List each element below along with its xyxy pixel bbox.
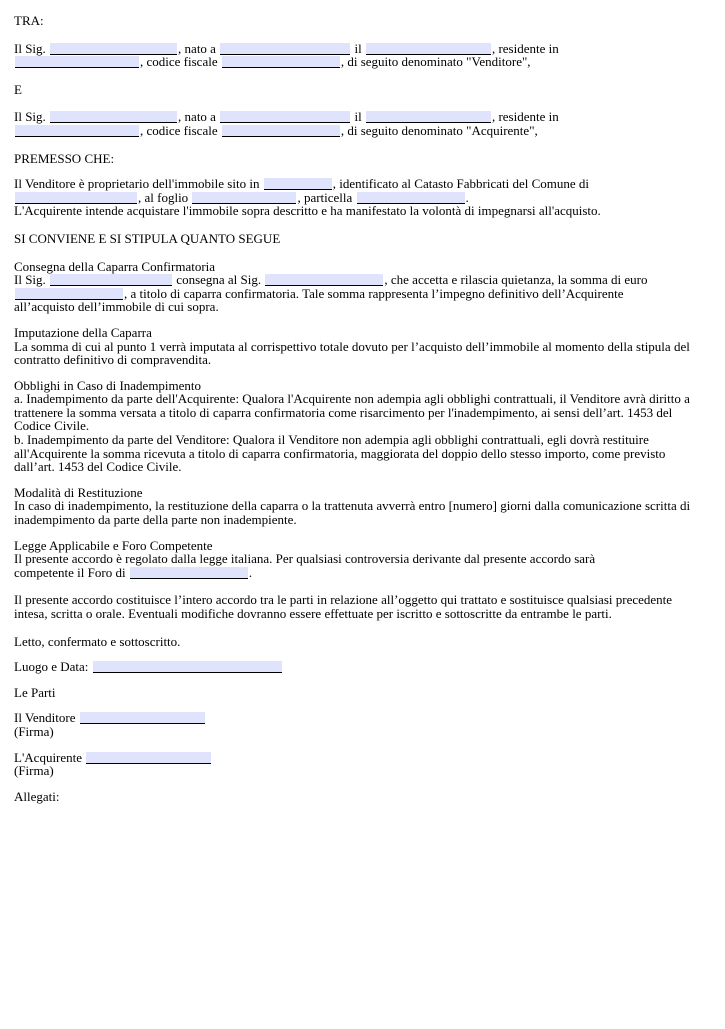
buyer-name-field[interactable] <box>50 111 177 123</box>
buyer-prefix-label: Il Sig. <box>14 109 46 125</box>
spacer <box>14 138 691 152</box>
clause-body-restituzione: In caso di inadempimento, la restituzione della caparra o la trattenuta avverrà entro [numero] giorni dalla comunicazione scritta di inadempimento da parte della parte non inadempiente. <box>14 498 691 528</box>
section-heading-premesso: PREMESSO CHE: <box>14 150 115 166</box>
legge-foro-label: competente il Foro di <box>14 564 126 580</box>
place-date-label: Luogo e Data: <box>14 659 89 675</box>
buyer-born-in-label: , nato a <box>178 109 216 125</box>
section-heading-e: E <box>14 81 22 97</box>
spacer <box>14 218 691 232</box>
buyer-denomination-label: , di seguito denominato "Acquirente", <box>340 122 538 138</box>
buyer-signature-row <box>14 751 691 765</box>
premesso-paragraph <box>14 177 691 204</box>
spacer <box>14 699 691 711</box>
consegna-title-text: , a titolo di caparra confirmatoria. Tale somma rappresenta l’impegno definitivo dell’Acquirente <box>124 285 624 301</box>
seller-prefix-label: Il Sig. <box>14 40 46 56</box>
seller-residing-label: , residente in <box>491 40 559 56</box>
seller-on-label: il <box>354 40 362 56</box>
buyer-fiscal-code-field[interactable] <box>222 125 340 137</box>
clause-title-obblighi: Obblighi in Caso di Inadempimento <box>14 377 202 393</box>
section-heading-tra: TRA: <box>14 13 44 28</box>
attachments-label: Allegati: <box>14 788 60 804</box>
spacer <box>14 648 691 660</box>
spacer <box>14 367 691 379</box>
consegna-buyer-name-field[interactable] <box>265 274 383 286</box>
seller-born-in-label: , nato a <box>178 40 216 56</box>
buyer-on-label: il <box>354 109 362 125</box>
premesso-line1a-text: Il Venditore è proprietario dell'immobile sito in <box>14 176 260 192</box>
buyer-residence-field[interactable] <box>15 125 139 137</box>
seller-signature-caption: (Firma) <box>14 723 54 739</box>
buyer-party-block <box>14 110 691 137</box>
seller-signature-label: Il Venditore <box>14 710 76 726</box>
seller-signature-field[interactable] <box>80 712 205 724</box>
buyer-signature-label: L'Acquirente <box>14 749 83 765</box>
clause-body-obblighi-b: b. Inadempimento da parte del Venditore: Qualora il Venditore non adempia agli obblighi contrattuali, egli dovrà restituire all'Acquirente la somma ricevuta a titolo di caparra confirmatoria, maggiorata del doppio dello stesso importo, come previsto dall’art. 1453 del Codice Civile. <box>14 432 666 475</box>
premesso-line2a-text: , al foglio <box>138 189 189 205</box>
spacer <box>14 527 691 539</box>
property-particella-field[interactable] <box>357 192 465 204</box>
clause-title-consegna: Consegna della Caparra Confirmatoria <box>14 258 216 274</box>
consegna-amount-field[interactable] <box>15 288 123 300</box>
buyer-birthplace-field[interactable] <box>220 111 350 123</box>
spacer <box>14 579 691 593</box>
seller-denomination-label: , di seguito denominato "Venditore", <box>340 54 531 70</box>
seller-signature-row <box>14 711 691 725</box>
buyer-signature-field[interactable] <box>86 752 211 764</box>
clause-title-legge: Legge Applicabile e Foro Competente <box>14 537 213 553</box>
consegna-closing-text: all’acquisto dell’immobile di cui sopra. <box>14 299 219 315</box>
property-foglio-field[interactable] <box>192 192 296 204</box>
consegna-seller-prefix: Il Sig. <box>14 272 46 288</box>
spacer <box>14 96 691 110</box>
clause-title-restituzione: Modalità di Restituzione <box>14 484 143 500</box>
read-confirmed-text: Letto, confermato e sottoscritto. <box>14 633 181 649</box>
seller-fiscal-code-label: , codice fiscale <box>140 54 218 70</box>
spacer <box>14 739 691 751</box>
place-date-row <box>14 660 691 674</box>
seller-residence-field[interactable] <box>15 56 139 68</box>
legge-foro-period: . <box>248 564 253 580</box>
consegna-seller-name-field[interactable] <box>50 274 172 286</box>
spacer <box>14 246 691 260</box>
property-comune-field[interactable] <box>15 192 137 204</box>
parties-label: Le Parti <box>14 684 56 700</box>
spacer <box>14 28 691 42</box>
premesso-line2c-text: . <box>465 189 469 205</box>
spacer <box>14 778 691 790</box>
clause-title-imputazione: Imputazione della Caparra <box>14 324 152 340</box>
seller-name-field[interactable] <box>50 43 177 55</box>
buyer-residing-label: , residente in <box>491 109 559 125</box>
premesso-line2b-text: , particella <box>297 189 353 205</box>
consegna-delivers-label: consegna al Sig. <box>176 272 262 288</box>
premesso-buyer-intent: L'Acquirente intende acquistare l'immobile sopra descritto e ha manifestato la volontà di impegnarsi all'acquisto. <box>14 203 601 219</box>
legge-governing-text: Il presente accordo è regolato dalla legge italiana. Per qualsiasi controversia derivante dal presente accordo sarà <box>14 551 596 567</box>
clause-body-consegna <box>14 273 691 314</box>
place-date-field[interactable] <box>93 661 282 673</box>
clause-body-imputazione: La somma di cui al punto 1 verrà imputata al corrispettivo totale dovuto per l’acquisto dell’immobile al momento della stipula del contratto definitivo di compravendita. <box>14 338 690 368</box>
consegna-receipt-text: , che accetta e rilascia quietanza, la somma di euro <box>384 272 648 288</box>
clause-body-obblighi-a: a. Inadempimento da parte dell'Acquirente: Qualora l'Acquirente non adempia agli obblighi contrattuali, il Venditore avrà diritto a trattenere la somma versata a titolo di caparra confirmatoria come risarcimento per l'inadempimento, ai sensi dell’art. 1453 del Codice Civile. <box>14 391 690 434</box>
spacer <box>14 69 691 83</box>
section-heading-stipula: SI CONVIENE E SI STIPULA QUANTO SEGUE <box>14 230 281 246</box>
spacer <box>14 621 691 635</box>
buyer-birthdate-field[interactable] <box>366 111 491 123</box>
seller-birthplace-field[interactable] <box>220 43 350 55</box>
buyer-fiscal-code-label: , codice fiscale <box>140 122 218 138</box>
seller-party-block <box>14 42 691 69</box>
entire-agreement-paragraph: Il presente accordo costituisce l’intero accordo tra le parti in relazione all’oggetto qui trattato e sostituisce qualsiasi precedente intesa, scritta o orale. Eventuali modifiche dovranno essere effettuate per iscritto e sottoscritte da entrambe le parti. <box>14 592 673 621</box>
premesso-line1b-text: , identificato al Catasto Fabbricati del Comune di <box>332 176 590 192</box>
buyer-signature-caption: (Firma) <box>14 763 54 779</box>
spacer <box>14 674 691 686</box>
seller-birthdate-field[interactable] <box>366 43 491 55</box>
foro-competente-field[interactable] <box>130 567 248 579</box>
clause-body-legge <box>14 552 691 579</box>
property-location-field[interactable] <box>264 178 332 190</box>
seller-fiscal-code-field[interactable] <box>222 56 340 68</box>
